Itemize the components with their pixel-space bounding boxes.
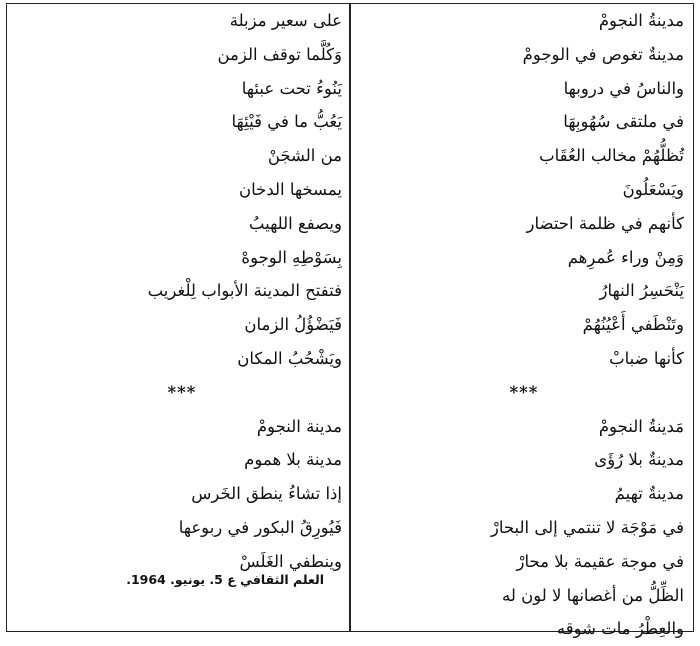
- verse-line: يمسخها الدخان: [239, 179, 342, 199]
- verse-line: من الشجَنْ: [267, 146, 342, 166]
- verse-line: مدينةٌ بلا رُؤَى: [594, 450, 684, 470]
- verse-line: تُظلُّهُمْ مخالب العُقَاب: [539, 146, 684, 166]
- verse-line: مَدينةُ النجومْ: [598, 416, 684, 436]
- verse-line: يَنُوءُ تحت عبئها: [241, 78, 342, 98]
- verse-line: والعِطْرُ مات شوقه: [556, 619, 684, 639]
- verse-line: يَنْحَسِرُ النهارُ: [599, 281, 684, 301]
- verse-line: مدينةٌ تهيمُ: [614, 484, 684, 504]
- verse-line: مدينة بلا هموم: [244, 450, 342, 470]
- verse-line: مدينة النجومْ: [256, 416, 342, 436]
- verse-line: وتَنْطَفي أَعْيُنُهُمْ: [582, 315, 684, 335]
- verse-line: كأنهم في ظلمة احتضار: [526, 213, 684, 233]
- verse-line: كأنها ضبابْ: [609, 348, 684, 368]
- verse-line: يَعُبُّ ما في فَيْئِهَا: [231, 112, 342, 132]
- section-separator: ***: [167, 382, 197, 402]
- verse-line: ويَشْحُبُ المكان: [237, 348, 342, 368]
- verse-line: فَيُورِقُ البكور في ربوعها: [178, 517, 342, 537]
- verse-line: في ملتقى سُهُوبِهَا: [563, 112, 684, 132]
- verse-line: والناسُ في دروبها: [563, 78, 684, 98]
- source-citation: العلم الثقافي ع 5. يونيو. 1964.: [126, 572, 324, 587]
- verse-line: في موجة عقيمة بلا محارْ: [516, 551, 684, 571]
- verse-line: ويَسْعَلُونَ: [622, 179, 684, 199]
- poem-column-right: [364, 4, 684, 646]
- verse-line: وَكُلَّما توقف الزمن: [217, 44, 342, 64]
- verse-line: على سعير مزبلة: [229, 11, 342, 30]
- verse-line: مدينةٌ تغوص في الوجومْ: [522, 44, 684, 64]
- verse-line: الظِّلُّ من أغصانها لا لون له: [502, 585, 684, 605]
- verse-line: في مَوْجَة لا تنتمي إلى البحارْ: [490, 517, 684, 537]
- verse-line: ويصفع اللهيبُ: [248, 213, 342, 233]
- verse-line: مدينةُ النجومْ: [598, 11, 684, 30]
- verse-line: فَيَضْؤُلُ الزمان: [244, 315, 342, 335]
- verse-line: وَمِنْ وراء عُمرِهم: [567, 247, 684, 267]
- verse-line: وينطفي الغَلَسْ: [239, 551, 342, 571]
- poem-column-left: [22, 4, 342, 579]
- verse-line: بِسَوْطِهِ الوجوهْ: [241, 247, 342, 267]
- verse-line: إذا تشاءُ ينطق الخَرس: [191, 484, 342, 504]
- verse-line: فتفتح المدينة الأبواب لِلْغريب: [147, 281, 342, 301]
- section-separator: ***: [509, 382, 539, 402]
- column-divider: [349, 3, 351, 632]
